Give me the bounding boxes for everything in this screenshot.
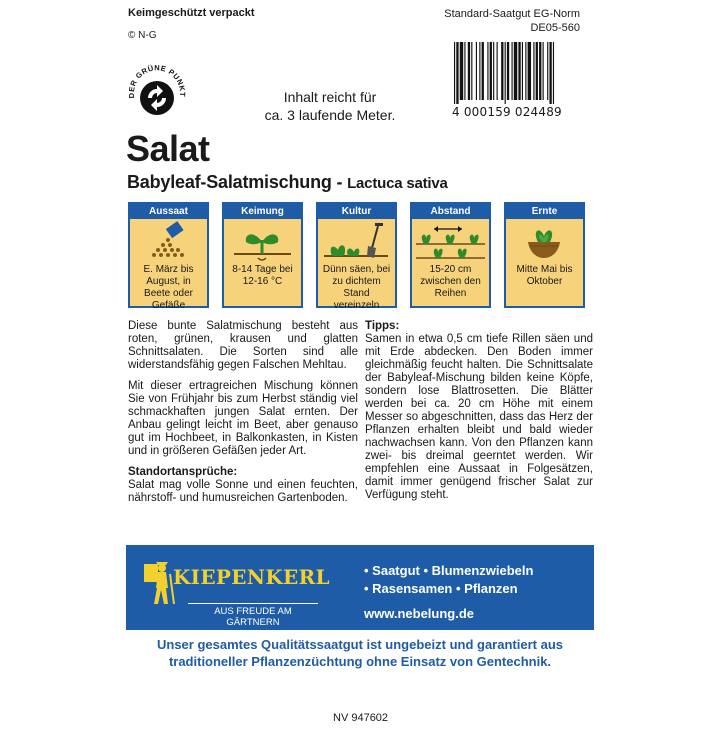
latin-name: Lactuca sativa bbox=[347, 175, 448, 192]
barcode-bar bbox=[533, 42, 534, 100]
description-paragraph-1: Diese bunte Salatmischung besteht aus roten, grünen, krausen und glatten Schnittsalaten. Die Sorten sind alle widerstandsfähig gegen Falschen Mehltau. bbox=[128, 320, 358, 371]
barcode-bar bbox=[547, 42, 548, 100]
info-box-abstand bbox=[410, 202, 491, 308]
info-box-title: Kultur bbox=[318, 204, 395, 219]
barcode-bar bbox=[507, 42, 509, 100]
quality-guarantee bbox=[126, 636, 594, 670]
location-heading: Standortansprüche: bbox=[128, 466, 238, 478]
info-box-text: 8-14 Tage bei 12-16 °C bbox=[232, 264, 293, 287]
info-box-ernte bbox=[504, 202, 585, 308]
info-box-title: Ernte bbox=[506, 204, 583, 219]
barcode-bar bbox=[476, 42, 477, 100]
product-subtitle bbox=[127, 172, 448, 193]
tips-text: Samen in etwa 0,5 cm tiefe Rillen säen und mit Erde abdecken. Den Boden immer gleichmäßig feucht halten. Die Schnittsalate der Babyleaf-Mischung bilden keine Köpfe, sondern lose Blattrosetten. Die Blätter werden bei ca. 20 cm Höhe mit einem Messer so abgeschnitten, dass das Herz der Pflanzen erhalten bleibt und bald wieder nachwachsen kann. Von den Pflanzen kann zwei- bis dreimal geerntet werden. Wir empfehlen eine Aussaat in Folgesätzen, damit immer genügend frischer Salat zur Verfügung steht. bbox=[365, 333, 593, 501]
info-box-keimung bbox=[222, 202, 303, 308]
barcode-bar bbox=[456, 42, 458, 104]
barcode-number: 4 000159 024489 bbox=[452, 105, 562, 119]
barcode-bar bbox=[482, 42, 484, 100]
barcode-bar bbox=[512, 42, 513, 100]
product-range bbox=[364, 562, 533, 598]
standard-code: DE05-560 bbox=[530, 22, 580, 34]
content-line-1: Inhalt reicht für bbox=[283, 89, 377, 105]
tips-column bbox=[365, 320, 593, 510]
content-line-2: ca. 3 laufende Meter. bbox=[264, 107, 396, 123]
barcode-bar bbox=[468, 42, 470, 100]
content-amount bbox=[240, 88, 420, 124]
barcode-bar bbox=[505, 42, 506, 104]
info-box-text: E. März bis August, in Beete oder Gefäße bbox=[143, 264, 194, 311]
barcode-bar bbox=[522, 42, 523, 100]
info-box-kultur bbox=[316, 202, 397, 311]
guarantee-line-2: traditioneller Pflanzenzüchtung ohne Einsatz von Gentechnik. bbox=[168, 654, 552, 669]
barcode-bar bbox=[479, 42, 480, 100]
barcode-bar bbox=[543, 42, 544, 100]
info-box-text: Dünn säen, bei zu dichtem Stand vereinzeln bbox=[322, 264, 391, 311]
barcode-bars bbox=[452, 42, 578, 104]
barcode-bar bbox=[497, 42, 498, 100]
website-link[interactable]: www.nebelung.de bbox=[364, 606, 475, 621]
barcode-bar bbox=[549, 42, 551, 104]
info-box-title: Abstand bbox=[412, 204, 489, 219]
info-box-aussaat bbox=[128, 202, 209, 311]
barcode-bar bbox=[471, 42, 472, 100]
kiepenkerl-figure-icon bbox=[140, 558, 176, 608]
barcode-bar bbox=[487, 42, 488, 100]
barcode-bar bbox=[528, 42, 531, 100]
svg-text:DER GRÜNE PUNKT: DER GRÜNE PUNKT bbox=[126, 63, 188, 99]
location-text: Salat mag volle Sonne und einen feuchten, nährstoff- und humusreichen Gartenboden. bbox=[128, 479, 358, 504]
standard-info bbox=[444, 7, 580, 35]
article-number: NV 947602 bbox=[333, 712, 389, 724]
barcode-bar bbox=[525, 42, 526, 100]
copyright: © N-G bbox=[128, 30, 157, 41]
info-box-title: Aussaat bbox=[130, 204, 207, 219]
barcode-bar bbox=[514, 42, 517, 100]
barcode-bar bbox=[539, 42, 541, 100]
standard-norm: Standard-Saatgut EG-Norm bbox=[444, 8, 580, 20]
green-dot-icon bbox=[124, 60, 190, 126]
barcode-bar bbox=[536, 42, 538, 100]
info-box-text: Mitte Mai bis Oktober bbox=[516, 264, 573, 287]
barcode-bar bbox=[501, 42, 503, 100]
variety-name: Babyleaf-Salatmischung - bbox=[127, 172, 343, 192]
green-dot-logo bbox=[124, 60, 190, 126]
barcode-bar bbox=[460, 42, 463, 100]
guarantee-line-1: Unser gesamtes Qualitätssaatgut ist ungebeizt und garantiert aus bbox=[157, 637, 563, 652]
spacing-icon bbox=[412, 220, 489, 264]
harvest-bowl-icon bbox=[506, 220, 583, 264]
brand-tagline: AUS FREUDE AM GÄRTNERN bbox=[188, 603, 318, 628]
packaging-note: Keimgeschützt verpackt bbox=[128, 7, 255, 19]
info-box-title: Keimung bbox=[224, 204, 301, 219]
brand-banner bbox=[126, 545, 594, 630]
barcode-bar bbox=[493, 42, 494, 100]
barcode-bar bbox=[454, 42, 455, 104]
description-paragraph-2: Mit dieser ertragreichen Mischung können Sie von Frühjahr bis zum Herbst ständig viel schmackhaften jungen Salat ernten. Der Anbau gelingt leicht im Beet, aber genauso gut im Hochbeet, in Balkonkasten, in Kisten und in größeren Gefäßen jeder Art. bbox=[128, 380, 358, 457]
product-range-line-2: • Rasensamen • Pflanzen bbox=[364, 581, 518, 596]
product-title: Salat bbox=[126, 128, 210, 169]
barcode-bar bbox=[553, 42, 554, 104]
barcode-bar bbox=[464, 42, 465, 100]
tips-heading: Tipps: bbox=[365, 320, 400, 332]
info-box-text: 15-20 cm zwischen den Reihen bbox=[420, 264, 481, 299]
barcode-bar bbox=[518, 42, 520, 100]
sprout-icon bbox=[224, 220, 301, 264]
spade-icon bbox=[318, 220, 395, 264]
seed-packet-icon bbox=[130, 220, 207, 264]
barcode bbox=[452, 42, 578, 118]
brand-name: KIEPENKERL bbox=[173, 565, 330, 589]
product-range-line-1: • Saatgut • Blumenzwiebeln bbox=[364, 563, 534, 578]
barcode-bar bbox=[490, 42, 492, 100]
description-column bbox=[128, 320, 358, 513]
